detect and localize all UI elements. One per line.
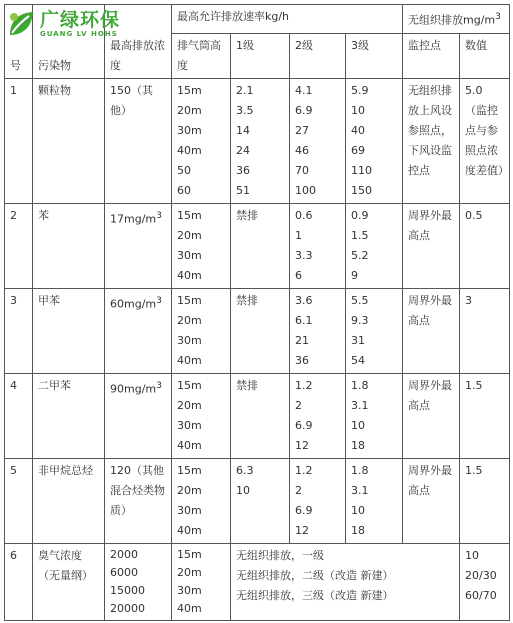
cell-text: 60mg/m bbox=[110, 297, 157, 311]
cell-line: 50 bbox=[177, 163, 191, 177]
cell-line: 150 bbox=[351, 183, 372, 197]
cell-stack-heights bbox=[172, 203, 231, 288]
cell-line: 18 bbox=[351, 438, 365, 452]
cell-concentration bbox=[105, 78, 172, 203]
logo-text: 广绿环保 bbox=[40, 8, 121, 31]
cell-line: 6 bbox=[295, 268, 302, 282]
cell-seq bbox=[5, 78, 33, 203]
cell-line: 12 bbox=[295, 438, 309, 452]
cell-text: 150（其他） bbox=[110, 83, 153, 117]
cell-pollutant bbox=[33, 288, 105, 373]
cell-line: 禁排 bbox=[236, 208, 258, 222]
cell-line: 14 bbox=[236, 123, 250, 137]
cell-line: 1.2 bbox=[295, 378, 313, 392]
cell-level-3 bbox=[346, 78, 403, 203]
cell-line: 9.3 bbox=[351, 313, 369, 327]
cell-line: 10 bbox=[351, 418, 365, 432]
cell-line: 2.1 bbox=[236, 83, 254, 97]
cell-line: 10 bbox=[236, 483, 250, 497]
header-seq: 号 bbox=[5, 5, 33, 79]
cell-text: 无组织排放上风设参照点，下风设监控点 bbox=[408, 83, 453, 177]
header-level-3: 3级 bbox=[346, 33, 403, 78]
table-body bbox=[5, 78, 510, 543]
cell-concentration bbox=[105, 373, 172, 458]
cell-line: 1.8 bbox=[351, 463, 369, 477]
cell-line: 0.6 bbox=[295, 208, 313, 222]
emission-standards-table bbox=[4, 4, 510, 621]
cell-line: 15m bbox=[177, 547, 202, 561]
cell-concentration bbox=[105, 543, 172, 620]
cell-line: 100 bbox=[295, 183, 316, 197]
cell-seq bbox=[5, 203, 33, 288]
cell-text: 非甲烷总烃 bbox=[38, 463, 93, 477]
cell-line: 6000 bbox=[110, 565, 138, 579]
cell-text: 二甲苯 bbox=[38, 378, 71, 392]
cell-line: 15m bbox=[177, 208, 202, 222]
cell-line: 30m bbox=[177, 333, 202, 347]
cell-monitor-point bbox=[403, 458, 460, 543]
superscript: 3 bbox=[156, 209, 162, 221]
cell-line: 6.9 bbox=[295, 103, 313, 117]
cell-line: 6.9 bbox=[295, 418, 313, 432]
cell-line: 1.8 bbox=[351, 378, 369, 392]
cell-seq bbox=[5, 288, 33, 373]
cell-text: 90mg/m bbox=[110, 382, 157, 396]
cell-level-3 bbox=[346, 288, 403, 373]
cell-pollutant bbox=[33, 373, 105, 458]
cell-stack-heights bbox=[172, 458, 231, 543]
cell-level-2 bbox=[290, 288, 346, 373]
cell-line: 禁排 bbox=[236, 378, 258, 392]
cell-line: 3.1 bbox=[351, 483, 369, 497]
header-max-rate: 最高允许排放速率kg/h bbox=[172, 5, 403, 34]
cell-line: 24 bbox=[236, 143, 250, 157]
cell-line: 30m bbox=[177, 418, 202, 432]
cell-stack-heights bbox=[172, 373, 231, 458]
table-row bbox=[5, 288, 510, 373]
cell-line: 20m bbox=[177, 313, 202, 327]
cell-line: 30m bbox=[177, 583, 202, 597]
cell-stack-heights bbox=[172, 78, 231, 203]
cell-monitor-point bbox=[403, 288, 460, 373]
header-level-1: 1级 bbox=[231, 33, 290, 78]
cell-text: 苯 bbox=[38, 208, 49, 222]
cell-monitor-point bbox=[403, 373, 460, 458]
cell-line: 40m bbox=[177, 353, 202, 367]
cell-line: 10 bbox=[465, 548, 480, 562]
cell-line: 21 bbox=[295, 333, 309, 347]
cell-concentration bbox=[105, 203, 172, 288]
cell-line: 31 bbox=[351, 333, 365, 347]
cell-line: 12 bbox=[295, 523, 309, 537]
logo bbox=[6, 6, 120, 42]
cell-line: 20m bbox=[177, 398, 202, 412]
cell-line: 20m bbox=[177, 483, 202, 497]
cell-text: 0.5 bbox=[465, 208, 483, 222]
cell-text: 1 bbox=[10, 83, 17, 97]
cell-line: 36 bbox=[236, 163, 250, 177]
cell-line: 40m bbox=[177, 143, 202, 157]
table-row-odor bbox=[5, 543, 510, 620]
cell-value bbox=[460, 203, 510, 288]
cell-value bbox=[460, 288, 510, 373]
cell-line: 30m bbox=[177, 123, 202, 137]
cell-pollutant bbox=[33, 203, 105, 288]
table-row bbox=[5, 78, 510, 203]
cell-level-1 bbox=[231, 288, 290, 373]
cell-line: 15m bbox=[177, 378, 202, 392]
table-row bbox=[5, 458, 510, 543]
cell-monitor-point bbox=[403, 203, 460, 288]
table-row bbox=[5, 203, 510, 288]
cell-level-1 bbox=[231, 203, 290, 288]
cell-level-3 bbox=[346, 373, 403, 458]
cell-text: 3 bbox=[465, 293, 473, 307]
cell-line: 60/70 bbox=[465, 588, 497, 602]
cell-line: 20000 bbox=[110, 601, 145, 615]
cell-level-2 bbox=[290, 78, 346, 203]
header-monitor-point: 监控点 bbox=[403, 33, 460, 78]
cell-level-2 bbox=[290, 203, 346, 288]
cell-line: 5.5 bbox=[351, 293, 369, 307]
cell-text: 周界外最高点 bbox=[408, 378, 453, 412]
cell-line: 1.2 bbox=[295, 463, 313, 477]
cell-line: 1 bbox=[295, 228, 302, 242]
cell-line: 15m bbox=[177, 293, 202, 307]
cell-text: 120（其他混合烃类物质） bbox=[110, 463, 165, 517]
cell-line: 3.6 bbox=[295, 293, 313, 307]
cell-line: 无组织排放，二级（改造 新建） bbox=[236, 568, 394, 582]
cell-seq bbox=[5, 373, 33, 458]
cell-line: 60 bbox=[177, 183, 191, 197]
cell-line: 3.5 bbox=[236, 103, 254, 117]
cell-line: 无组织排放，三级（改造 新建） bbox=[236, 588, 394, 602]
cell-line: 27 bbox=[295, 123, 309, 137]
cell-line: 4.1 bbox=[295, 83, 313, 97]
cell-line: 2 bbox=[295, 398, 302, 412]
superscript: 3 bbox=[156, 379, 162, 391]
cell-line: 禁排 bbox=[236, 293, 258, 307]
cell-level-3 bbox=[346, 203, 403, 288]
cell-line: 54 bbox=[351, 353, 365, 367]
cell-text: 周界外最高点 bbox=[408, 463, 453, 497]
header-max-concentration: 最高排放浓度 bbox=[105, 5, 172, 79]
cell-line: 46 bbox=[295, 143, 309, 157]
cell-value bbox=[460, 373, 510, 458]
leaf-logo-icon bbox=[6, 9, 36, 39]
cell-line: 40m bbox=[177, 268, 202, 282]
cell-line: 51 bbox=[236, 183, 250, 197]
cell-seq bbox=[5, 458, 33, 543]
cell-text: 1.5 bbox=[465, 378, 483, 392]
cell-stack-heights bbox=[172, 288, 231, 373]
cell-line: 36 bbox=[295, 353, 309, 367]
cell-line: 15000 bbox=[110, 583, 145, 597]
cell-monitor-point bbox=[403, 78, 460, 203]
cell-level-2 bbox=[290, 373, 346, 458]
cell-line: 20m bbox=[177, 103, 202, 117]
cell-line: 1.5 bbox=[351, 228, 369, 242]
cell-line: 15m bbox=[177, 463, 202, 477]
cell-line: 2 bbox=[295, 483, 302, 497]
cell-line: 110 bbox=[351, 163, 372, 177]
cell-line: 3.3 bbox=[295, 248, 313, 262]
cell-line: 40m bbox=[177, 523, 202, 537]
cell-text: 4 bbox=[10, 378, 17, 392]
cell-text: 周界外最高点 bbox=[408, 293, 453, 327]
cell-concentration bbox=[105, 288, 172, 373]
cell-text: 周界外最高点 bbox=[408, 208, 453, 242]
superscript: 3 bbox=[156, 294, 162, 306]
cell-level-3 bbox=[346, 458, 403, 543]
header-level-2: 2级 bbox=[290, 33, 346, 78]
cell-text: 5 bbox=[10, 463, 17, 477]
cell-line: 6.9 bbox=[295, 503, 313, 517]
cell-line: 6.3 bbox=[236, 463, 254, 477]
cell-stack-heights bbox=[172, 543, 231, 620]
cell-pollutant bbox=[33, 78, 105, 203]
cell-line: 30m bbox=[177, 503, 202, 517]
cell-text: 2 bbox=[10, 208, 17, 222]
cell-line: 40 bbox=[351, 123, 365, 137]
cell-value bbox=[460, 78, 510, 203]
cell-text: 17mg/m bbox=[110, 212, 157, 226]
cell-line: 30m bbox=[177, 248, 202, 262]
cell-pollutant: 臭气浓度（无量纲） bbox=[33, 543, 105, 620]
header-stack-height: 排气筒高度 bbox=[172, 33, 231, 78]
cell-concentration bbox=[105, 458, 172, 543]
cell-value bbox=[460, 458, 510, 543]
cell-line: 69 bbox=[351, 143, 365, 157]
cell-line: 2000 bbox=[110, 547, 138, 561]
cell-line: 40m bbox=[177, 601, 202, 615]
cell-line: 0.9 bbox=[351, 208, 369, 222]
cell-line: 40m bbox=[177, 438, 202, 452]
cell-line: 无组织排放，一级 bbox=[236, 548, 324, 562]
logo-subtext: GUANG LV HOHS bbox=[40, 29, 118, 38]
cell-line: 5.9 bbox=[351, 83, 369, 97]
cell-seq: 6 bbox=[5, 543, 33, 620]
cell-level-2 bbox=[290, 458, 346, 543]
cell-line: 18 bbox=[351, 523, 365, 537]
cell-level-1 bbox=[231, 78, 290, 203]
cell-line: 3.1 bbox=[351, 398, 369, 412]
header-unorganized: 无组织排放$mg/m^3$ bbox=[403, 5, 510, 34]
cell-line: 5.2 bbox=[351, 248, 369, 262]
cell-line: 6.1 bbox=[295, 313, 313, 327]
cell-pollutant bbox=[33, 458, 105, 543]
cell-line: 10 bbox=[351, 503, 365, 517]
table-row bbox=[5, 373, 510, 458]
cell-line: 10 bbox=[351, 103, 365, 117]
cell-line: 15m bbox=[177, 83, 202, 97]
cell-level-1 bbox=[231, 458, 290, 543]
cell-text: 甲苯 bbox=[38, 293, 60, 307]
cell-odor-notes bbox=[231, 543, 460, 620]
cell-odor-values bbox=[460, 543, 510, 620]
cell-text: 5.0（监控点与参照点浓度差值） bbox=[465, 83, 510, 177]
cell-line: 20m bbox=[177, 228, 202, 242]
cell-text: 1.5 bbox=[465, 463, 483, 477]
cell-line: 9 bbox=[351, 268, 358, 282]
cell-line: 20m bbox=[177, 565, 202, 579]
header-value: 数值 bbox=[460, 33, 510, 78]
cell-text: 颗粒物 bbox=[38, 83, 71, 97]
cell-line: 70 bbox=[295, 163, 309, 177]
cell-text: 3 bbox=[10, 293, 17, 307]
cell-level-1 bbox=[231, 373, 290, 458]
header-pollutant: 污染物 bbox=[33, 5, 105, 79]
cell-line: 20/30 bbox=[465, 568, 497, 582]
